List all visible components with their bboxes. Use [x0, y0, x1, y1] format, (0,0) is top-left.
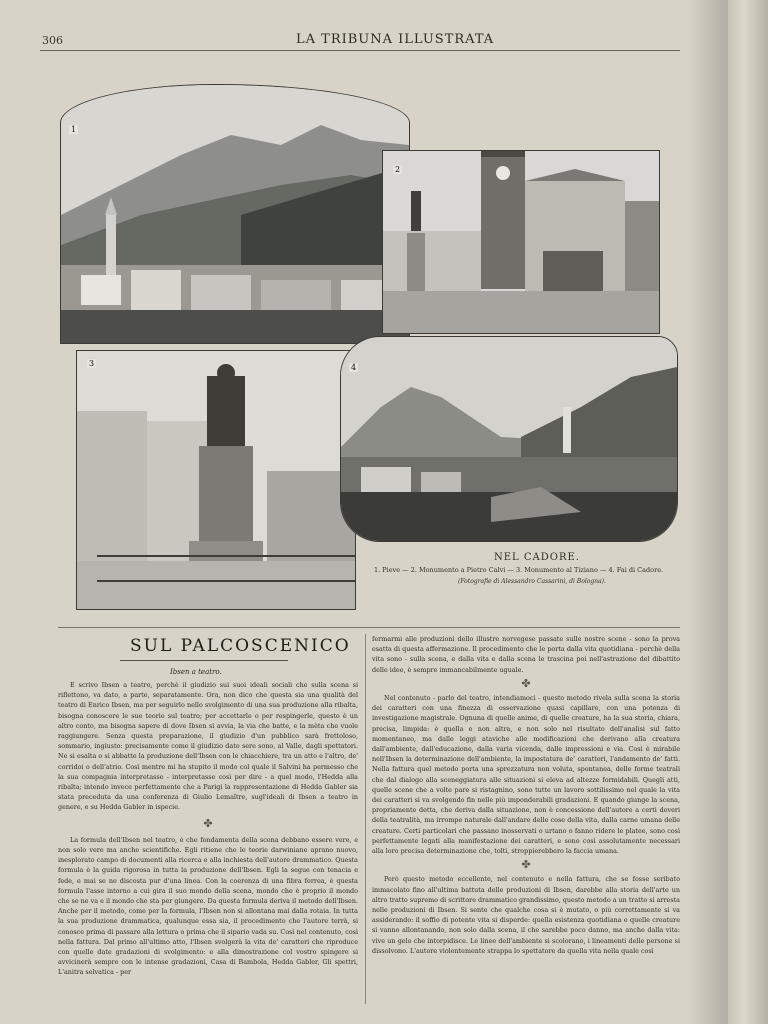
photo-number: 2	[395, 165, 401, 174]
title-rule	[120, 660, 288, 661]
caption-credit: (Fotografie di Alessandro Cassarini, di Bologna).	[458, 578, 606, 585]
ornament: ✤	[521, 676, 531, 690]
photo-monumento-tiziano	[76, 350, 356, 610]
photo-calvi-image	[383, 151, 659, 333]
photo-pieve-image	[61, 85, 409, 343]
photo-number: 4	[351, 363, 357, 372]
photo-fai-image	[341, 337, 677, 541]
article-title: SUL PALCOSCENICO	[130, 636, 351, 656]
photo-tiziano-image	[77, 351, 355, 609]
section-divider	[58, 627, 680, 628]
photo-number: 3	[89, 359, 95, 368]
paragraph: E scrivo Ibsen a teatro, perchè il giudizio sui suoi ideali sociali che sulla scena si riflettono, va dato, a parte, separatamente. Ora, non dico che questa sia una qualità del teatro di Enrico Ibsen, ma per seguirlo nello svolgimento di una sua produzione alla ribalta, bisogna conoscere le sue teorie sul teatro; per accettarle o per respingerle, questo è un altro conto, ma bisogna sapere di dove Ibsen si avvia, la via che batte, e la mèta che vuole raggiungere. Senza questa preparazione, il giudizio d'un pubblico sarà frettoloso, sommario, ingiusto: precisamente come il giudizio dato sere sono, al Valle, dagli spettatori. Ne si esalta o si abbatte la produzione dell'Ibsen con le chiacchiere, tra un atto e l'altro, de' corridoi o dell'atrio. Così mentre mi ha stupito il modo col quale il Salvini ha permesso che la sua compagnia interpretasse - interpretasse così per dire - a quel modo, l'Hedda alla ribalta; intendo invece perfettamente che a Parigi la rappresentazione di Hedda Gabler sia stata preceduta da una conferenza di Giulio Lemaître, sugl'ideali di Ibsen a teatro in genere, e su Hedda Gabler in ispecie.	[58, 681, 358, 812]
ornament: ✤	[203, 816, 213, 830]
paragraph: Nel contenuto - parlo del teatro, intendiamoci - questo metodo rivela sulla scena la storia dei caratteri con una finezza di osservazione quasi capillare, con una potenza di investigazione magistrale. Ognuna di quelle anime, di quelle creature, ha la sua storia, chiara, precisa, limpida: è quella e non altra, e non solo nel risultato dell'analisi sul fatto momentaneo, ma dalle leggi ataviche alle modificazioni che derivano alla creatura dall'ambiente, dall'educazione, dalla varia vicenda, dalle impressioni e via. Così è mirabile nell'Ibsen la determinazione dell'ambiente, la impostatura de' caratteri, l'andamento de' fatti. Nella fattura quel metodo porta una sprezzatura non voluta, spontanea, delle forme teatrali che dal dialogo alla sceneggiatura alle situazioni si eleva ad altezze formidabili. Quegli atti, quelle scene che a volte pare si ristagnino, sono tutte un lavoro sottilissimo nel quale la vita dei caratteri si va svolgendo fin nelle più imponderabili gradazioni. E quando giunge la scena, propriamente detta, che deriva dalla situazione, non è concessione dell'autore a certi doveri della teatralità, ma irrompe naturale dall'andare delle cose della vita, dalla carne umana delle creature. Certi particolari che passano inosservati o urtano o fanno ridere le platee, sono così perfettamente legati alla manifestazione dei caratteri, e sono così assolutamente necessari alla loro precisa determinazione che, tolti, stroppierebbero la faccia umana.	[372, 694, 680, 856]
photo-pieve	[60, 84, 410, 344]
caption-title: NEL CADORE.	[494, 552, 580, 563]
paragraph: Però questo metodo eccellente, nel contenuto e nella fattura, che se fosse seribato immacolato fino all'ultima battuta delle produzioni di Ibsen, darebbe alla storia dell'arte un altro tratto supremo di scrittore drammatico grandissimo, questo metodo a un tratto si arresta nelle produzioni di Ibsen. Si sente che qualche cosa si è mutato, o più correttamente si va assiderando: il soffio di potente vita si disperde: quella esistenza quotidiana e quelle creature si vanno allontanando, non solo dalla scena, il che sarebbe poco danno, ma anche dalla vita: vive un gelo che intorpidisce. Le linee dell'ambiente si scolorano, i lineamenti delle persone si dissolvono. L'autore violentemente strappa lo spettatore da quella vita nella quale così	[372, 875, 680, 955]
photo-fai-di-cadore	[340, 336, 678, 542]
next-page-edge	[728, 0, 768, 1024]
article-left-column	[58, 680, 358, 1010]
photo-monumento-calvi	[382, 150, 660, 334]
article-subtitle: Ibsen a teatro.	[170, 668, 222, 676]
ornament: ✤	[521, 858, 531, 872]
photo-number: 1	[71, 125, 77, 134]
running-head: LA TRIBUNA ILLUSTRATA	[296, 32, 495, 47]
page-number: 306	[42, 34, 63, 47]
column-divider	[365, 634, 366, 1004]
paragraph: La formula dell'Ibsen nel teatro, è che fondamenta della scena debbano essere vere, e non solo vere ma anche scientifiche. Egli ritiene che le teorie darwiniane aprano nuovo, inesplorato campo di documenti alla ricerca e alla inchiesta dell'autore drammatico. Questa formula è la guida rigorosa in tutta la produzione dell'Ibsen. Egli la segue con tenacia e fede, e mai se ne discosta pur d'una linea. Con la coerenza di una fibra ferrea, è questa formula l'asse intorno a cui gira il suo mondo della scena, mondo che è proprio il mondo che se ne va e il mondo che sta per giungere. Da questa formula deriva il metodo dell'Ibsen. Anche per il metodo, come per la formula, l'Ibsen non si allontana mai dalla rotaia. In tutta la sua produzione drammatica, qualunque essa sia, il procedimento che l'autore terrà, si conosce prima di passare alla lettura o prima che il sipario vada su. Così nel contenuto, così nella fattura. Dal primo all'ultimo atto, l'Ibsen svolgerà la vita de' caratteri che riproduce con quelle date gradazioni di svolgimento: e alla dimostrazione col vostro spingere si avvicinerà sempre con le intense gradazioni, Casa di Bambola, Hedda Gabler, Gli spettri, L'anitra selvatica - per	[58, 835, 358, 977]
header-rule	[40, 50, 680, 51]
paragraph: fermarmi alle produzioni dello illustre norvegese passate sulle nostre scene - sono la prova esatta di questa affermazione. Il procedimento che le porta dalla vita quotidiana - perchè della vita sono - sulla scena, e dalla vita e dalla scena le trascina poi nell'astrazione del dibattito delle idee, è sempre immancabilmente uguale.	[372, 635, 680, 674]
caption-list: 1. Pieve — 2. Monumento a Pietro Calvi — 3. Monumento al Tiziano — 4. Fai di Cadore.	[374, 566, 664, 574]
article-right-column	[372, 634, 680, 1012]
